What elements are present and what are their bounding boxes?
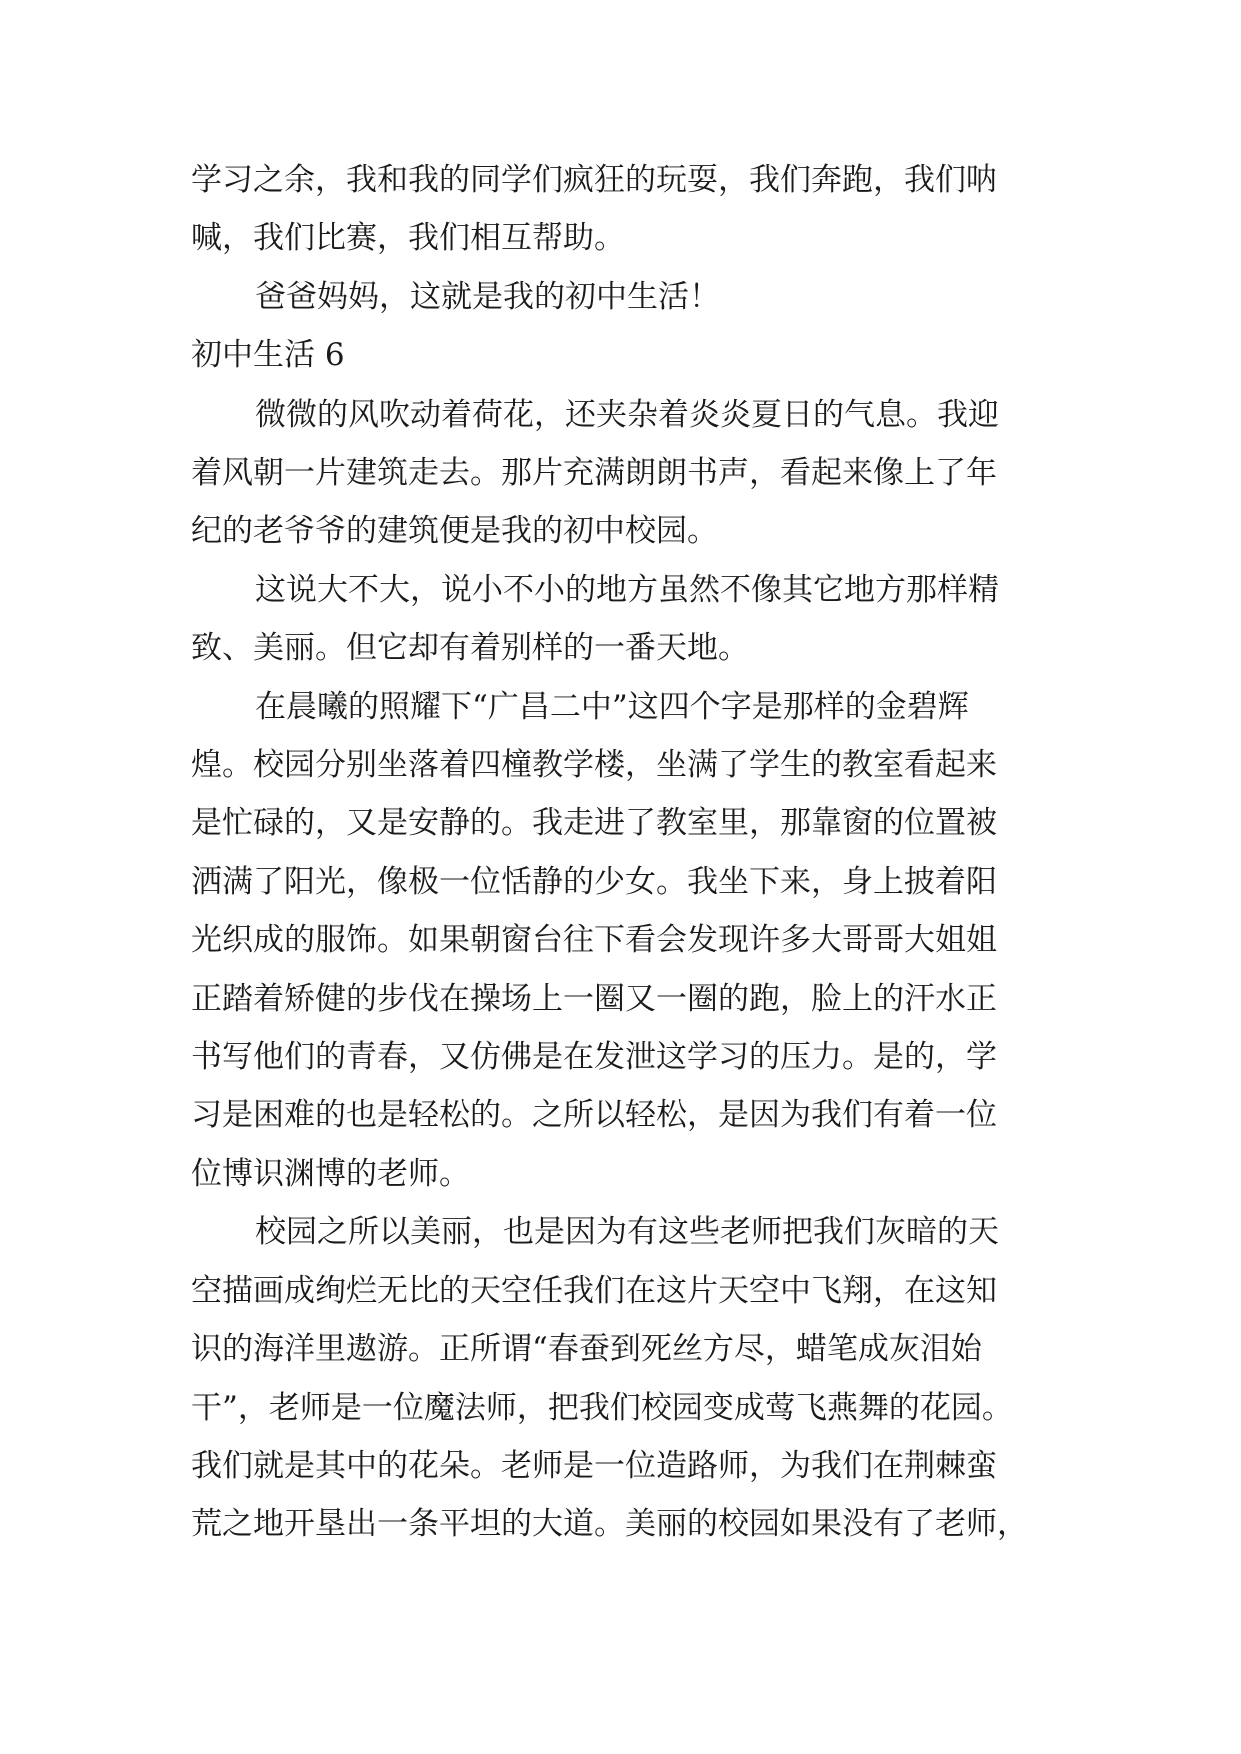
text-line: 识的海洋里遨游。正所谓“春蚕到死丝方尽，蜡笔成灰泪始 (191, 1331, 982, 1367)
text-line: 爸爸妈妈，这就是我的初中生活！ (255, 279, 720, 315)
text-line: 这说大不大，说小不小的地方虽然不像其它地方那样精 (255, 572, 999, 608)
text-line: 空描画成绚烂无比的天空任我们在这片天空中飞翔，在这知 (191, 1273, 997, 1309)
text-line: 是忙碌的，又是安静的。我走进了教室里，那靠窗的位置被 (191, 805, 997, 841)
text-line: 在晨曦的照耀下“广昌二中”这四个字是那样的金碧辉 (255, 689, 969, 725)
text-line: 光织成的服饰。如果朝窗台往下看会发现许多大哥哥大姐姐 (191, 922, 997, 958)
text-line: 煌。校园分别坐落着四橦教学楼，坐满了学生的教室看起来 (191, 747, 997, 783)
text-line: 校园之所以美丽，也是因为有这些老师把我们灰暗的天 (255, 1214, 999, 1250)
text-line: 喊，我们比赛，我们相互帮助。 (191, 220, 625, 256)
text-line: 学习之余，我和我的同学们疯狂的玩耍，我们奔跑，我们呐 (191, 162, 997, 198)
text-line: 着风朝一片建筑走去。那片充满朗朗书声，看起来像上了年 (191, 455, 997, 491)
text-line: 荒之地开垦出一条平坦的大道。美丽的校园如果没有了老师， (191, 1506, 1028, 1542)
text-line: 我们就是其中的花朵。老师是一位造路师，为我们在荆棘蛮 (191, 1448, 997, 1484)
text-line: 干”，老师是一位魔法师，把我们校园变成莺飞燕舞的花园。 (191, 1390, 1013, 1426)
text-line: 位博识渊博的老师。 (191, 1156, 470, 1192)
text-line: 微微的风吹动着荷花，还夹杂着炎炎夏日的气息。我迎 (255, 397, 999, 433)
text-line: 纪的老爷爷的建筑便是我的初中校园。 (191, 513, 718, 549)
section-heading: 初中生活 6 (191, 337, 345, 373)
text-line: 致、美丽。但它却有着别样的一番天地。 (191, 630, 749, 666)
text-line: 正踏着矫健的步伐在操场上一圈又一圈的跑，脸上的汗水正 (191, 981, 997, 1017)
text-line: 书写他们的青春，又仿佛是在发泄这学习的压力。是的，学 (191, 1039, 997, 1075)
text-line: 洒满了阳光，像极一位恬静的少女。我坐下来，身上披着阳 (191, 864, 997, 900)
text-line: 习是困难的也是轻松的。之所以轻松，是因为我们有着一位 (191, 1097, 997, 1133)
